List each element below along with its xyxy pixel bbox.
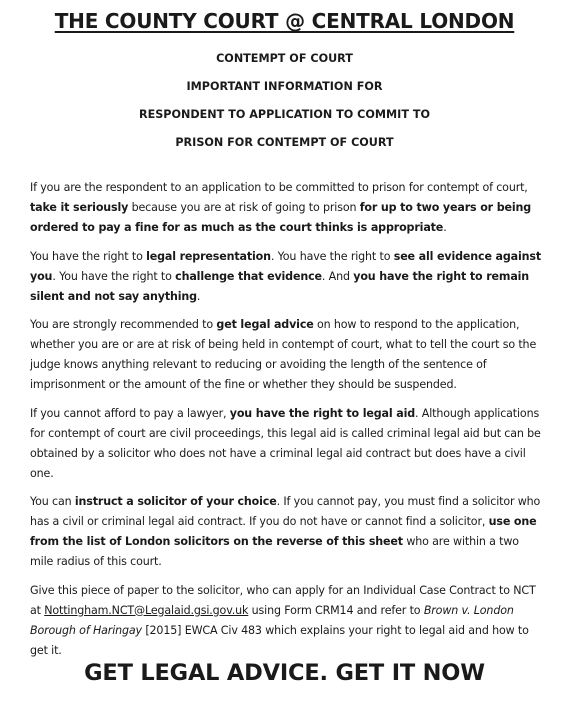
text-span: on how to respond to the application, whether you are or are at risk of being held in contempt of court, what to tell the court so the judge knows anything relevant to reducing or avoiding the length of the sentence of imprisonment or the amount of the fine or whether they should be suspended.: [30, 318, 537, 391]
text-span: . And: [321, 269, 354, 283]
emphasis-text: get legal advice: [216, 318, 314, 331]
emphasis-text: see all evidence against you: [30, 249, 542, 283]
emphasis-text: legal representation: [146, 249, 271, 263]
text-span: . Although applications for contempt of court are civil proceedings, this legal aid is called criminal legal aid but can be obtained by a solicitor who does not have a criminal legal aid contract but does have a civil one.: [30, 406, 541, 480]
text-span: If you are the respondent to an application to be committed to prison for contempt of court,: [30, 181, 528, 194]
text-span: who are within a two mile radius of this court.: [30, 535, 519, 568]
court-title: THE COUNTY COURT @ CENTRAL LONDON: [54, 9, 515, 33]
text-span: [2015] EWCA Civ 483 which explains your right to legal aid and how to get it.: [30, 623, 529, 657]
paragraph-legal-aid: [30, 404, 544, 484]
emphasis-text: you have the right to legal aid: [229, 406, 416, 420]
text-span: Give this piece of paper to the solicitor, who can apply for an Individual Case Contract to NCT at: [30, 583, 536, 617]
emphasis-text: take it seriously: [30, 201, 129, 214]
text-span: .: [196, 289, 201, 303]
text-span: . You have the right to: [270, 249, 394, 263]
emphasis-text: challenge that evidence: [175, 269, 322, 283]
case-citation: Brown v. London Borough of Haringay: [30, 603, 514, 637]
text-span: . You have the right to: [52, 269, 176, 283]
heading-line-2: IMPORTANT INFORMATION FOR: [186, 80, 383, 93]
emphasis-text: you have the right to remain silent and not say anything: [30, 269, 530, 303]
text-span: because you are at risk of going to prison: [128, 201, 360, 214]
emphasis-text: for up to two years or being ordered to pay a fine for as much as the court thinks is appropriate: [30, 201, 532, 234]
heading-line-1: CONTEMPT OF COURT: [216, 52, 353, 65]
text-span: You have the right to: [30, 249, 147, 263]
paragraph-legal-advice: [30, 315, 544, 395]
text-span: You are strongly recommended to: [30, 318, 217, 331]
text-span: using Form CRM14 and refer to: [248, 603, 424, 617]
text-span: If you cannot afford to pay a lawyer,: [30, 406, 230, 420]
heading-line-3: RESPONDENT TO APPLICATION TO COMMIT TO: [138, 108, 430, 121]
text-span: You can: [30, 495, 75, 508]
paragraph-instructions: [30, 581, 544, 661]
footer-call-to-action: GET LEGAL ADVICE. GET IT NOW: [84, 660, 485, 686]
emphasis-text: instruct a solicitor of your choice: [74, 495, 277, 508]
paragraph-respondent-warning: [30, 178, 544, 238]
text-span: .: [443, 221, 447, 234]
paragraph-rights: [30, 247, 544, 307]
emphasis-text: use one from the list of London solicitors on the reverse of this sheet: [30, 515, 537, 548]
email-link[interactable]: Nottingham.NCT@Legalaid.gsi.gov.uk: [44, 603, 249, 617]
text-span: . If you cannot pay, you must find a solicitor who has a civil or criminal legal aid contract. If you do not have or cannot find a solicitor,: [30, 495, 541, 528]
heading-line-4: PRISON FOR CONTEMPT OF COURT: [175, 136, 394, 149]
paragraph-choose-solicitor: [30, 492, 544, 572]
body-text: [30, 178, 544, 669]
